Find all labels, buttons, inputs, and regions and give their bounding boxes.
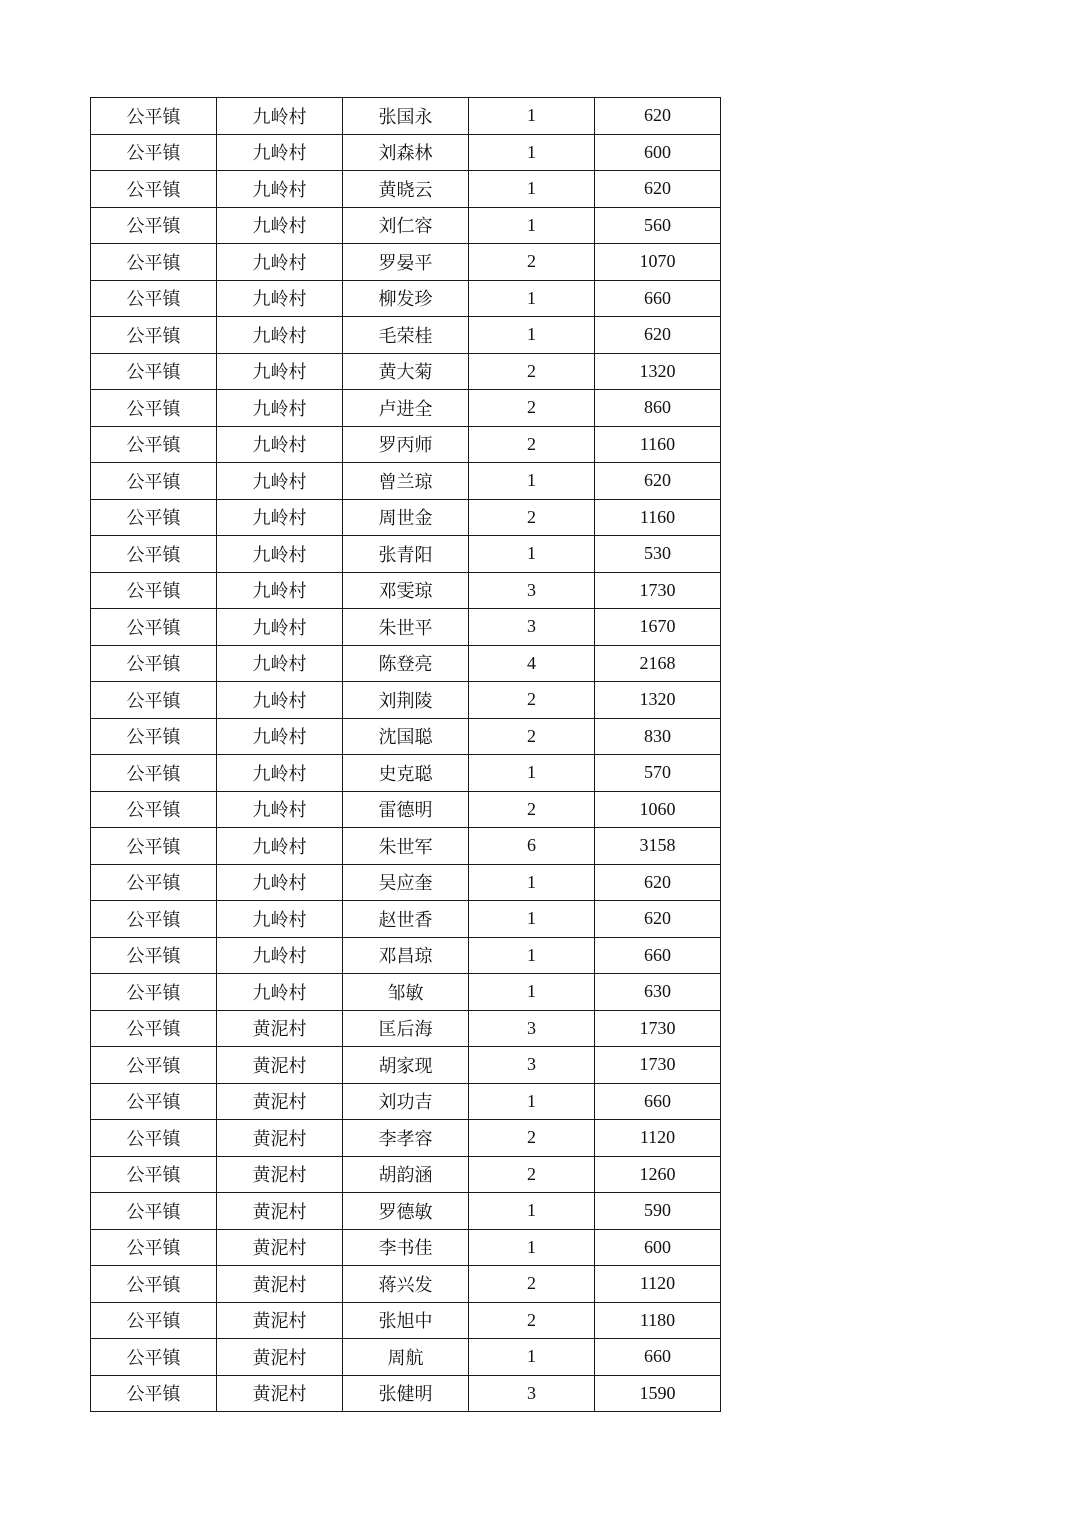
table-row [91, 828, 721, 865]
village-cell: 九岭村 [217, 463, 343, 500]
town-cell: 公平镇 [91, 353, 217, 390]
count-cell: 1 [469, 280, 595, 317]
count-cell: 2 [469, 1120, 595, 1157]
town-cell: 公平镇 [91, 207, 217, 244]
data-table-container [90, 97, 721, 1412]
town-cell: 公平镇 [91, 609, 217, 646]
town-cell: 公平镇 [91, 244, 217, 281]
village-cell: 九岭村 [217, 171, 343, 208]
amount-cell: 1060 [595, 791, 721, 828]
name-cell: 史克聪 [343, 755, 469, 792]
table-row [91, 572, 721, 609]
name-cell: 吴应奎 [343, 864, 469, 901]
amount-cell: 1160 [595, 499, 721, 536]
town-cell: 公平镇 [91, 171, 217, 208]
village-cell: 九岭村 [217, 536, 343, 573]
count-cell: 3 [469, 1010, 595, 1047]
count-cell: 3 [469, 1375, 595, 1412]
village-cell: 黄泥村 [217, 1047, 343, 1084]
name-cell: 胡韵涵 [343, 1156, 469, 1193]
name-cell: 陈登亮 [343, 645, 469, 682]
name-cell: 曾兰琼 [343, 463, 469, 500]
table-row [91, 1156, 721, 1193]
village-cell: 九岭村 [217, 609, 343, 646]
table-row [91, 280, 721, 317]
table-row [91, 317, 721, 354]
name-cell: 蒋兴发 [343, 1266, 469, 1303]
amount-cell: 830 [595, 718, 721, 755]
village-cell: 九岭村 [217, 317, 343, 354]
amount-cell: 1730 [595, 1047, 721, 1084]
count-cell: 1 [469, 536, 595, 573]
amount-cell: 620 [595, 901, 721, 938]
count-cell: 2 [469, 244, 595, 281]
table-row [91, 499, 721, 536]
table-row [91, 463, 721, 500]
town-cell: 公平镇 [91, 1229, 217, 1266]
count-cell: 1 [469, 463, 595, 500]
count-cell: 2 [469, 718, 595, 755]
village-cell: 黄泥村 [217, 1156, 343, 1193]
village-cell: 黄泥村 [217, 1339, 343, 1376]
amount-cell: 1260 [595, 1156, 721, 1193]
count-cell: 2 [469, 353, 595, 390]
table-row [91, 937, 721, 974]
amount-cell: 3158 [595, 828, 721, 865]
table-row [91, 682, 721, 719]
name-cell: 刘荆陵 [343, 682, 469, 719]
name-cell: 赵世香 [343, 901, 469, 938]
village-cell: 九岭村 [217, 280, 343, 317]
amount-cell: 660 [595, 280, 721, 317]
name-cell: 雷德明 [343, 791, 469, 828]
town-cell: 公平镇 [91, 828, 217, 865]
table-row [91, 1120, 721, 1157]
amount-cell: 1670 [595, 609, 721, 646]
town-cell: 公平镇 [91, 499, 217, 536]
table-row [91, 390, 721, 427]
table-row [91, 791, 721, 828]
table-row [91, 755, 721, 792]
amount-cell: 860 [595, 390, 721, 427]
town-cell: 公平镇 [91, 645, 217, 682]
village-cell: 九岭村 [217, 134, 343, 171]
village-cell: 九岭村 [217, 426, 343, 463]
town-cell: 公平镇 [91, 937, 217, 974]
count-cell: 2 [469, 1302, 595, 1339]
village-cell: 九岭村 [217, 718, 343, 755]
name-cell: 邓雯琼 [343, 572, 469, 609]
town-cell: 公平镇 [91, 1047, 217, 1084]
village-cell: 九岭村 [217, 645, 343, 682]
village-cell: 黄泥村 [217, 1010, 343, 1047]
table-row [91, 134, 721, 171]
town-cell: 公平镇 [91, 98, 217, 135]
amount-cell: 1120 [595, 1120, 721, 1157]
town-cell: 公平镇 [91, 134, 217, 171]
village-cell: 九岭村 [217, 572, 343, 609]
count-cell: 1 [469, 317, 595, 354]
amount-cell: 620 [595, 317, 721, 354]
name-cell: 周航 [343, 1339, 469, 1376]
village-cell: 九岭村 [217, 682, 343, 719]
amount-cell: 1590 [595, 1375, 721, 1412]
table-row [91, 864, 721, 901]
name-cell: 张青阳 [343, 536, 469, 573]
town-cell: 公平镇 [91, 390, 217, 427]
count-cell: 2 [469, 426, 595, 463]
table-row [91, 901, 721, 938]
village-cell: 九岭村 [217, 499, 343, 536]
village-cell: 黄泥村 [217, 1120, 343, 1157]
table-row [91, 1047, 721, 1084]
amount-cell: 1320 [595, 353, 721, 390]
name-cell: 朱世军 [343, 828, 469, 865]
table-row [91, 353, 721, 390]
name-cell: 张国永 [343, 98, 469, 135]
amount-cell: 620 [595, 864, 721, 901]
count-cell: 1 [469, 937, 595, 974]
town-cell: 公平镇 [91, 755, 217, 792]
village-cell: 九岭村 [217, 901, 343, 938]
count-cell: 1 [469, 864, 595, 901]
town-cell: 公平镇 [91, 682, 217, 719]
village-cell: 九岭村 [217, 207, 343, 244]
town-cell: 公平镇 [91, 864, 217, 901]
name-cell: 罗晏平 [343, 244, 469, 281]
town-cell: 公平镇 [91, 974, 217, 1011]
table-row [91, 1010, 721, 1047]
village-cell: 九岭村 [217, 937, 343, 974]
amount-cell: 570 [595, 755, 721, 792]
count-cell: 1 [469, 1083, 595, 1120]
table-row [91, 1375, 721, 1412]
table-row [91, 98, 721, 135]
table-row [91, 171, 721, 208]
table-row [91, 1302, 721, 1339]
table-row [91, 609, 721, 646]
count-cell: 3 [469, 609, 595, 646]
count-cell: 1 [469, 1339, 595, 1376]
table-row [91, 426, 721, 463]
count-cell: 4 [469, 645, 595, 682]
name-cell: 柳发珍 [343, 280, 469, 317]
count-cell: 2 [469, 1156, 595, 1193]
count-cell: 2 [469, 791, 595, 828]
count-cell: 1 [469, 974, 595, 1011]
amount-cell: 530 [595, 536, 721, 573]
name-cell: 沈国聪 [343, 718, 469, 755]
table-row [91, 718, 721, 755]
count-cell: 1 [469, 207, 595, 244]
town-cell: 公平镇 [91, 1375, 217, 1412]
table-body [91, 98, 721, 1412]
village-cell: 九岭村 [217, 974, 343, 1011]
data-table [90, 97, 721, 1412]
name-cell: 李书佳 [343, 1229, 469, 1266]
town-cell: 公平镇 [91, 791, 217, 828]
name-cell: 张旭中 [343, 1302, 469, 1339]
count-cell: 1 [469, 134, 595, 171]
town-cell: 公平镇 [91, 1156, 217, 1193]
amount-cell: 600 [595, 134, 721, 171]
amount-cell: 1120 [595, 1266, 721, 1303]
amount-cell: 600 [595, 1229, 721, 1266]
name-cell: 刘功吉 [343, 1083, 469, 1120]
table-row [91, 1266, 721, 1303]
name-cell: 匡后海 [343, 1010, 469, 1047]
name-cell: 卢进全 [343, 390, 469, 427]
town-cell: 公平镇 [91, 901, 217, 938]
table-row [91, 645, 721, 682]
name-cell: 李孝容 [343, 1120, 469, 1157]
amount-cell: 620 [595, 463, 721, 500]
amount-cell: 1320 [595, 682, 721, 719]
table-row [91, 244, 721, 281]
village-cell: 九岭村 [217, 390, 343, 427]
town-cell: 公平镇 [91, 1193, 217, 1230]
village-cell: 黄泥村 [217, 1193, 343, 1230]
town-cell: 公平镇 [91, 718, 217, 755]
name-cell: 刘森林 [343, 134, 469, 171]
village-cell: 九岭村 [217, 244, 343, 281]
town-cell: 公平镇 [91, 1266, 217, 1303]
village-cell: 九岭村 [217, 864, 343, 901]
amount-cell: 1160 [595, 426, 721, 463]
table-row [91, 1229, 721, 1266]
table-row [91, 536, 721, 573]
amount-cell: 590 [595, 1193, 721, 1230]
amount-cell: 1070 [595, 244, 721, 281]
town-cell: 公平镇 [91, 317, 217, 354]
name-cell: 朱世平 [343, 609, 469, 646]
name-cell: 黄晓云 [343, 171, 469, 208]
town-cell: 公平镇 [91, 1339, 217, 1376]
amount-cell: 660 [595, 937, 721, 974]
count-cell: 3 [469, 1047, 595, 1084]
count-cell: 3 [469, 572, 595, 609]
town-cell: 公平镇 [91, 463, 217, 500]
amount-cell: 630 [595, 974, 721, 1011]
name-cell: 罗丙师 [343, 426, 469, 463]
count-cell: 1 [469, 901, 595, 938]
count-cell: 1 [469, 171, 595, 208]
village-cell: 九岭村 [217, 98, 343, 135]
count-cell: 2 [469, 390, 595, 427]
name-cell: 黄大菊 [343, 353, 469, 390]
village-cell: 九岭村 [217, 791, 343, 828]
amount-cell: 560 [595, 207, 721, 244]
count-cell: 1 [469, 1229, 595, 1266]
name-cell: 张健明 [343, 1375, 469, 1412]
amount-cell: 1730 [595, 1010, 721, 1047]
count-cell: 1 [469, 1193, 595, 1230]
table-row [91, 207, 721, 244]
table-row [91, 1339, 721, 1376]
amount-cell: 2168 [595, 645, 721, 682]
town-cell: 公平镇 [91, 572, 217, 609]
count-cell: 2 [469, 682, 595, 719]
amount-cell: 1180 [595, 1302, 721, 1339]
name-cell: 刘仁容 [343, 207, 469, 244]
name-cell: 毛荣桂 [343, 317, 469, 354]
town-cell: 公平镇 [91, 1120, 217, 1157]
village-cell: 黄泥村 [217, 1229, 343, 1266]
town-cell: 公平镇 [91, 1302, 217, 1339]
town-cell: 公平镇 [91, 1010, 217, 1047]
table-row [91, 1083, 721, 1120]
town-cell: 公平镇 [91, 426, 217, 463]
count-cell: 1 [469, 755, 595, 792]
amount-cell: 620 [595, 98, 721, 135]
amount-cell: 660 [595, 1339, 721, 1376]
amount-cell: 1730 [595, 572, 721, 609]
village-cell: 黄泥村 [217, 1083, 343, 1120]
table-row [91, 974, 721, 1011]
village-cell: 黄泥村 [217, 1302, 343, 1339]
village-cell: 九岭村 [217, 755, 343, 792]
village-cell: 黄泥村 [217, 1266, 343, 1303]
count-cell: 6 [469, 828, 595, 865]
table-row [91, 1193, 721, 1230]
name-cell: 罗德敏 [343, 1193, 469, 1230]
amount-cell: 660 [595, 1083, 721, 1120]
name-cell: 邓昌琼 [343, 937, 469, 974]
amount-cell: 620 [595, 171, 721, 208]
name-cell: 邹敏 [343, 974, 469, 1011]
name-cell: 胡家现 [343, 1047, 469, 1084]
village-cell: 九岭村 [217, 353, 343, 390]
town-cell: 公平镇 [91, 280, 217, 317]
town-cell: 公平镇 [91, 536, 217, 573]
town-cell: 公平镇 [91, 1083, 217, 1120]
village-cell: 九岭村 [217, 828, 343, 865]
name-cell: 周世金 [343, 499, 469, 536]
count-cell: 1 [469, 98, 595, 135]
count-cell: 2 [469, 1266, 595, 1303]
village-cell: 黄泥村 [217, 1375, 343, 1412]
count-cell: 2 [469, 499, 595, 536]
